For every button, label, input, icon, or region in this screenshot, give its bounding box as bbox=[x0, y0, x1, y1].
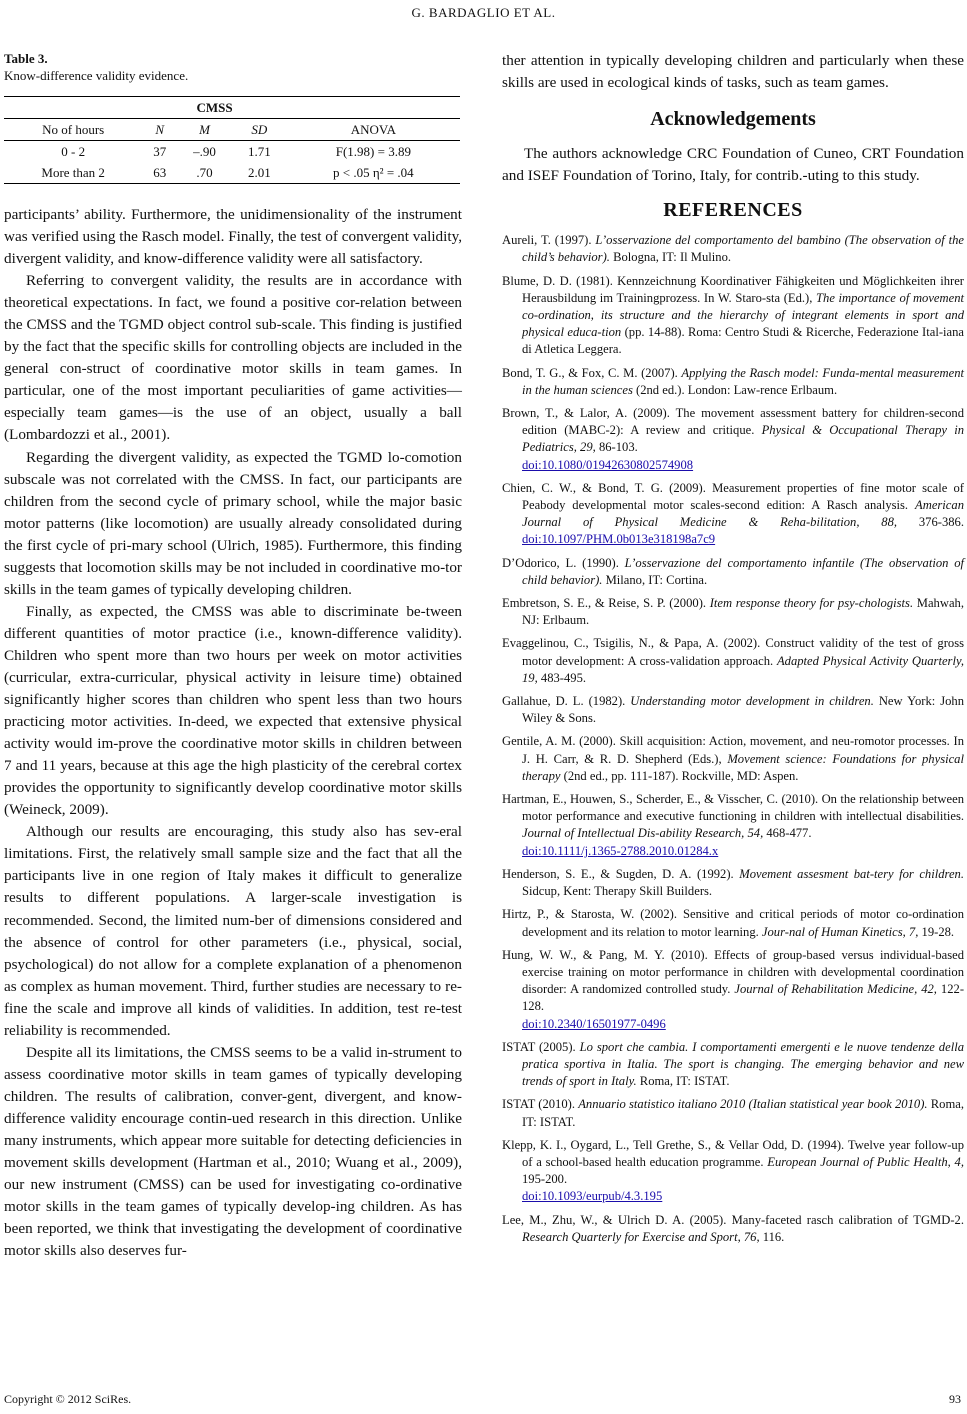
table-caption: Know-difference validity evidence. bbox=[4, 68, 189, 83]
reference-item: Brown, T., & Lalor, A. (2009). The movement assessment battery for children-second edition (MABC-2): A review and critique. Physical & Occupational Therapy in Pediatrics, 29, 86-103. doi:10.1080/01942630802574908 bbox=[502, 406, 964, 472]
table-cell: –.90 bbox=[193, 143, 216, 159]
validity-table bbox=[4, 96, 460, 184]
body-paragraph: Despite all its limitations, the CMSS seems to be a valid in-strument to assess coordinative motor skills in team games of typically developing children. The results of calibration, conver-gent, divergent, and know-difference validity encourage contin-ued research in this direction. Unlike many instruments, which appear more suitable for detecting deficiencies in movement skills development (Hartman et al., 2010; Wuang et al., 2009), our new instrument (CMSS) can be used for investigating co-ordinative motor skills in the team games of typically develop-ing children. As has been reported, we think that investigating the development of coordinative motor skills also deserves fur- bbox=[4, 1043, 462, 1260]
table-cell: 63 bbox=[142, 162, 177, 184]
reference-item: Blume, D. D. (1981). Kennzeichnung Koordinativer Fähigkeiten und Möglichkeiten ihrer Herausbildung im Trainingprozess. In W. Staro-sta (Ed.), The importance of movement co-ordination, its structure and the hierarchy of integrant elements in sport and physical educa-tion (pp. 14-88). Roma: Centro Studi & Ricerche, Federazione Ital-iana di Atletica Leggera. bbox=[502, 273, 964, 357]
table-cell: p < .05 η² = .04 bbox=[287, 162, 460, 184]
reference-item: Embretson, S. E., & Reise, S. P. (2000). Item response theory for psy-chologists. Mahwah, NJ: Erlbaum. bbox=[502, 596, 964, 628]
column-header: No of hours bbox=[4, 119, 142, 141]
doi-link[interactable]: doi:10.1097/PHM.0b013e318198a7c9 bbox=[522, 532, 716, 547]
table-cell: F(1.98) = 3.89 bbox=[335, 143, 411, 159]
table-cell: 37 bbox=[153, 143, 167, 159]
table-cell: 1.71 bbox=[247, 143, 271, 159]
column-header: SD bbox=[232, 119, 287, 141]
table-group-header: CMSS bbox=[142, 97, 286, 119]
reference-list bbox=[502, 232, 964, 1246]
reference-item: Hirtz, P., & Starosta, W. (2002). Sensitive and critical periods of motor co-ordination development and its relation to motor learning. Jour-nal of Human Kinetics, 7, 19-28. bbox=[502, 907, 964, 939]
reference-item: Evaggelinou, C., Tsigilis, N., & Papa, A. (2002). Construct validity of the test of gross motor development: A cross-validation approach. Adapted Physical Activity Quarterly, 19, 483-495. bbox=[502, 636, 964, 685]
acknowledgements-text: The authors acknowledge CRC Foundation of Cuneo, CRT Foundation and ISEF Foundation of Torino, Italy, for contrib.-uting to this study. bbox=[502, 145, 964, 185]
reference-item: Gentile, A. M. (2000). Skill acquisition: Action, movement, and neu-romotor processes. In J. H. Carr, & R. D. Shepherd (Eds.), Movement science: Foundations for physical therapy (2nd ed., pp. 111-187). Rockville, MD: Aspen. bbox=[502, 734, 964, 783]
column-header: N bbox=[142, 119, 177, 141]
page-number: 93 bbox=[949, 1392, 961, 1406]
column-header: ANOVA bbox=[287, 119, 460, 141]
table-cell: 2.01 bbox=[232, 162, 287, 184]
running-head: G. BARDAGLIO ET AL. bbox=[411, 5, 556, 20]
reference-item: Gallahue, D. L. (1982). Understanding motor development in children. New York: John Wiley & Sons. bbox=[502, 694, 964, 726]
body-paragraph: Regarding the divergent validity, as expected the TGMD lo-comotion subscale was not correlated with the CMSS. In fact, our participants are children from the second cycle of primary school, while the major basic motor patterns (like locomotion) are usually already consolidated during the first cycle of pri-mary school (Ulrich, 1985). Furthermore, this finding suggests that locomotion skills may be not included in coordinative mo-tor skills in the team games of typically developing children. bbox=[4, 448, 462, 598]
body-paragraph-continued: ther attention in typically developing children and particularly when these skills are used in ecological kinds of tasks, such as team games. bbox=[502, 52, 964, 92]
reference-item: Lee, M., Zhu, W., & Ulrich D. A. (2005). Many-faceted rasch calibration of TGMD-2. Research Quarterly for Exercise and Sport, 76, 116. bbox=[502, 1212, 964, 1244]
body-paragraph: Although our results are encouraging, this study also has sev-eral limitations. First, the relatively small sample size and the fact that all the participants live in one region of Italy makes it difficult to generalize results to different populations. A larger-scale investigation is recommended. Second, the limited num-ber of dimensions considered and the absence of control for other parameters (i.e., physical, social, psychological) do not allow for a complete explanation of a phenomenon as complex as human movement. Third, further studies are necessary to re-fine the scale and improve all kinds of validities. In addition, test re-test reliability is recommended. bbox=[4, 823, 462, 1039]
reference-item: Henderson, S. E., & Sugden, D. A. (1992). Movement assesment bat-tery for children. Sidcup, Kent: Therapy Skill Builders. bbox=[502, 866, 964, 899]
body-paragraph: Finally, as expected, the CMSS was able to discriminate be-tween different quantities of motor practice (i.e., known-difference validity). Children who spent more than two hours per week on motor activities (curricular, extra-curricular, physical activity in leisure time) obtained significantly higher scores than children who spent less than two hours practicing motor activities. In-deed, we expected that extensive physical activity would im-prove the coordinative motor skills in children between 7 and 11 years, because at this age the high plasticity of the cerebral cortex provides the opportunity to significantly develop coordinative motor skills (Weineck, 2009). bbox=[4, 602, 462, 819]
body-paragraph: Referring to convergent validity, the results are in accordance with theoretical expectations. In fact, we found a positive cor-relation between the CMSS and the TGMD object control sub-scale. This finding is justified by the fact that the specific skills for controlling objects are included in the general con-struct of coordinative motor skills in team games. In particular, one of the most important peculiarities of game activities—especially team games—is the use of an object, usually a ball (Lombardozzi et al., 2001). bbox=[4, 272, 462, 444]
right-column bbox=[502, 50, 964, 1252]
reference-item: ISTAT (2010). Annuario statistico italiano 2010 (Italian statistical year book 2010). Roma, IT: ISTAT. bbox=[502, 1097, 964, 1129]
doi-link[interactable]: doi:10.1093/eurpub/4.3.195 bbox=[522, 1189, 663, 1204]
reference-item: Chien, C. W., & Bond, T. G. (2009). Measurement properties of fine motor scale of Peabody developmental motor scales-second edition: A Rasch analysis. American Journal of Physical Medicine & Reha-bilitation, 88, 376-386. doi:10.1097/PHM.0b013e318198a7c9 bbox=[502, 480, 964, 547]
reference-item: Aureli, T. (1997). L’osservazione del comportamento del bambino (The observation of the child’s behavior). Bologna, IT: Il Mulino. bbox=[502, 233, 965, 265]
reference-item: Bond, T. G., & Fox, C. M. (2007). Applying the Rasch model: Funda-mental measurement in the human sciences (2nd ed.). London: Law-rence Erlbaum. bbox=[502, 365, 964, 397]
table-cell: .70 bbox=[177, 162, 232, 184]
reference-item: Klepp, K. I., Oygard, L., Tell Grethe, S., & Vellar Odd, D. (1994). Twelve year follow-up of a school-based health education programme. European Journal of Public Health, 4, 195-200. doi:10.1093/eurpub/4.3.195 bbox=[502, 1137, 964, 1204]
left-column bbox=[4, 50, 462, 1262]
reference-item: ISTAT (2005). Lo sport che cambia. I comportamenti emergenti e le nuove tendenze della pratica sportiva in Italia. The sport is changing. The emerging behavior and new trends of sport in Italy. Roma, IT: ISTAT. bbox=[502, 1039, 964, 1089]
references-heading: REFERENCES bbox=[663, 199, 803, 222]
doi-link[interactable]: doi:10.2340/16501977-0496 bbox=[522, 1016, 666, 1031]
doi-link[interactable]: doi:10.1111/j.1365-2788.2010.01284.x bbox=[522, 843, 719, 858]
acknowledgements-heading: Acknowledgements bbox=[650, 108, 816, 131]
table-row bbox=[4, 141, 460, 163]
table-header-row bbox=[4, 119, 460, 141]
column-header: M bbox=[177, 119, 232, 141]
copyright: Copyright © 2012 SciRes. bbox=[4, 1392, 132, 1406]
body-paragraph: participants’ ability. Furthermore, the unidimensionality of the instrument was verified using the Rasch model. Finally, the test of convergent validity, divergent validity, and know-difference validity were all satisfactory. bbox=[4, 206, 462, 268]
table-cell: 0 - 2 bbox=[61, 143, 86, 159]
reference-item: D’Odorico, L. (1990). L’osservazione del comportamento infantile (The observation of child behavior). Milano, IT: Cortina. bbox=[502, 555, 965, 587]
reference-item: Hung, W. W., & Pang, M. Y. (2010). Effects of group-based versus individual-based exercise training on motor performance in children with developmental coordination disorder: A randomized controlled study. Journal of Rehabilitation Medicine, 42, 122-128. doi:10.2340/16501977-0496 bbox=[502, 947, 965, 1031]
table-cell: More than 2 bbox=[4, 162, 142, 184]
table-label: Table 3. bbox=[4, 51, 48, 66]
reference-item: Hartman, E., Houwen, S., Scherder, E., & Visscher, C. (2010). On the relationship between motor performance and executive functioning in children with intellectual disabilities. Journal of Intellectual Dis-ability Research, 54, 468-477. doi:10.1111/j.1365-2788.2010.01284.x bbox=[502, 792, 964, 858]
table-row bbox=[4, 162, 460, 184]
doi-link[interactable]: doi:10.1080/01942630802574908 bbox=[522, 457, 694, 472]
